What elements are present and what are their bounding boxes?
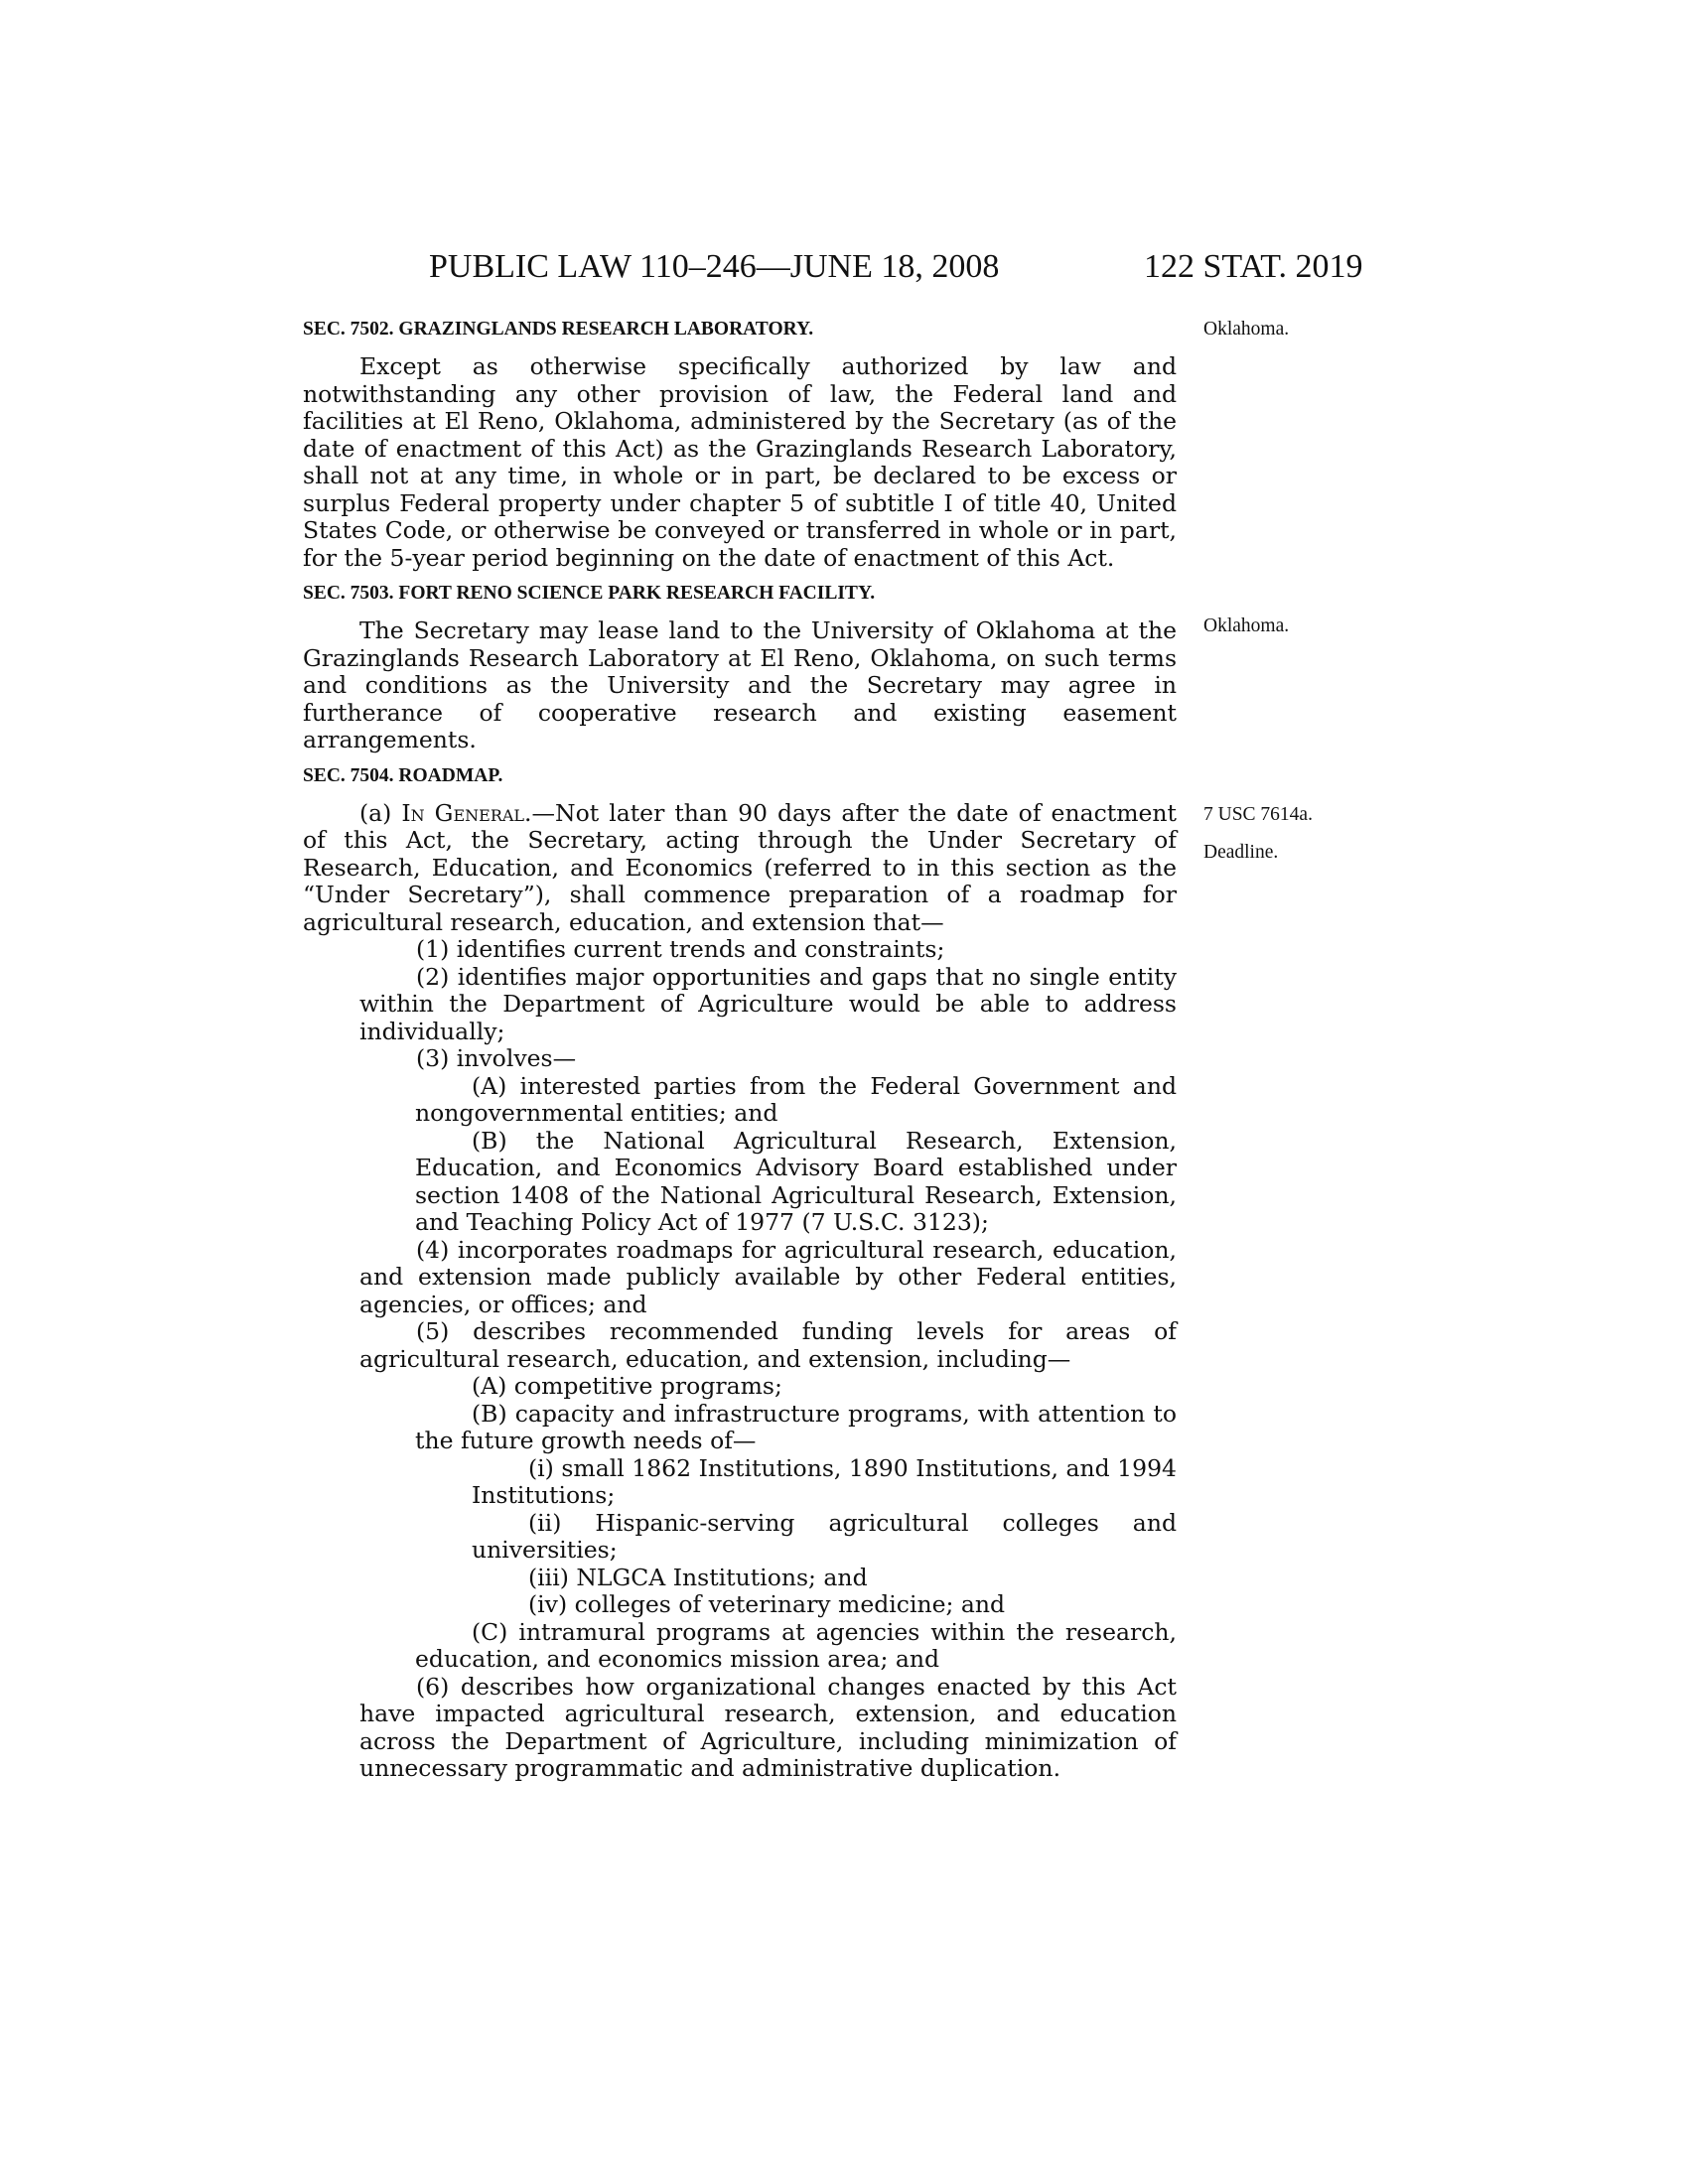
subparagraph-3A: (A) interested parties from the Federal Government and nongovernmental entities; and xyxy=(415,1071,1177,1127)
margin-note-deadline: Deadline. xyxy=(1203,842,1279,863)
document-body xyxy=(303,318,1177,1783)
margin-note-usc: 7 USC 7614a. xyxy=(1203,804,1313,825)
subparagraph-3B: (B) the National Agricultural Research, Extension, Education, and Economics Advisory Board established under section 1408 of the National Agricultural Research, Extension, and Teaching Policy Act of 1977 (7 U.S.C. 3123); xyxy=(415,1126,1177,1236)
section-7503-text: The Secretary may lease land to the University of Oklahoma at the Grazinglands Research Laboratory at El Reno, Oklahoma, on such terms and conditions as the University and the Secretary may agree in furtherance of cooperative research and existing easement arrangements. xyxy=(303,616,1177,753)
subparagraph-5A: (A) competitive programs; xyxy=(472,1372,782,1400)
subparagraph-5B: (B) capacity and infrastructure programs, with attention to the future growth needs of— xyxy=(415,1399,1177,1454)
paragraph-2: (2) identifies major opportunities and gaps that no single entity within the Department of Agriculture would be able to address individually; xyxy=(359,962,1177,1045)
running-header-title: PUBLIC LAW 110–246—JUNE 18, 2008 xyxy=(429,248,1000,285)
margin-note-oklahoma-1: Oklahoma. xyxy=(1203,319,1290,340)
subparagraph-5C: (C) intramural programs at agencies within the research, education, and economics mission area; and xyxy=(415,1617,1177,1673)
clause-5B-ii: (ii) Hispanic-serving agricultural colleges and universities; xyxy=(472,1508,1177,1564)
section-heading-7504: SEC. 7504. ROADMAP. xyxy=(303,764,503,786)
clause-5B-iv: (iv) colleges of veterinary medicine; and xyxy=(528,1590,1006,1618)
clause-5B-i: (i) small 1862 Institutions, 1890 Institutions, and 1994 Institutions; xyxy=(472,1453,1177,1509)
paragraph-1: (1) identifies current trends and constraints; xyxy=(416,935,945,963)
subsection-a-text: .—Not later than 90 days after the date of enactment of this Act, the Secretary, acting through the Under Secretary of Research, Education, and Economics (referred to in this section as the “Under Secretary”), shall commence preparation of a roadmap for agricultural research, education, and extension that— xyxy=(303,798,1177,936)
paragraph-4: (4) incorporates roadmaps for agricultural research, education, and extension made publicly available by other Federal entities, agencies, or offices; and xyxy=(359,1235,1177,1318)
margin-note-oklahoma-2: Oklahoma. xyxy=(1203,615,1290,636)
stat-page-number: 122 STAT. 2019 xyxy=(1144,248,1363,285)
section-7502-text: Except as otherwise specifically authorized by law and notwithstanding any other provision of law, the Federal land and facilities at El Reno, Oklahoma, administered by the Secretary (as of the date of enactment of this Act) as the Grazinglands Research Laboratory, shall not at any time, in whole or in part, be declared to be excess or surplus Federal property under chapter 5 of subtitle I of title 40, United States Code, or otherwise be conveyed or transferred in whole or in part, for the 5-year period beginning on the date of enactment of this Act. xyxy=(303,352,1177,572)
section-heading-7502: SEC. 7502. GRAZINGLANDS RESEARCH LABORATORY. xyxy=(303,319,814,340)
subsection-a xyxy=(303,800,1177,937)
subsection-a-caption: In General xyxy=(401,798,525,827)
subsection-a-label: (a) xyxy=(359,798,402,827)
paragraph-3: (3) involves— xyxy=(416,1044,577,1072)
clause-5B-iii: (iii) NLGCA Institutions; and xyxy=(528,1563,868,1591)
paragraph-5: (5) describes recommended funding levels for areas of agricultural research, education, and extension, including— xyxy=(359,1317,1177,1373)
paragraph-6: (6) describes how organizational changes enacted by this Act have impacted agricultural research, extension, and education across the Department of Agriculture, including minimization of unnecessary programmatic and administrative duplication. xyxy=(359,1672,1177,1782)
section-heading-7503: SEC. 7503. FORT RENO SCIENCE PARK RESEARCH FACILITY. xyxy=(303,583,876,604)
